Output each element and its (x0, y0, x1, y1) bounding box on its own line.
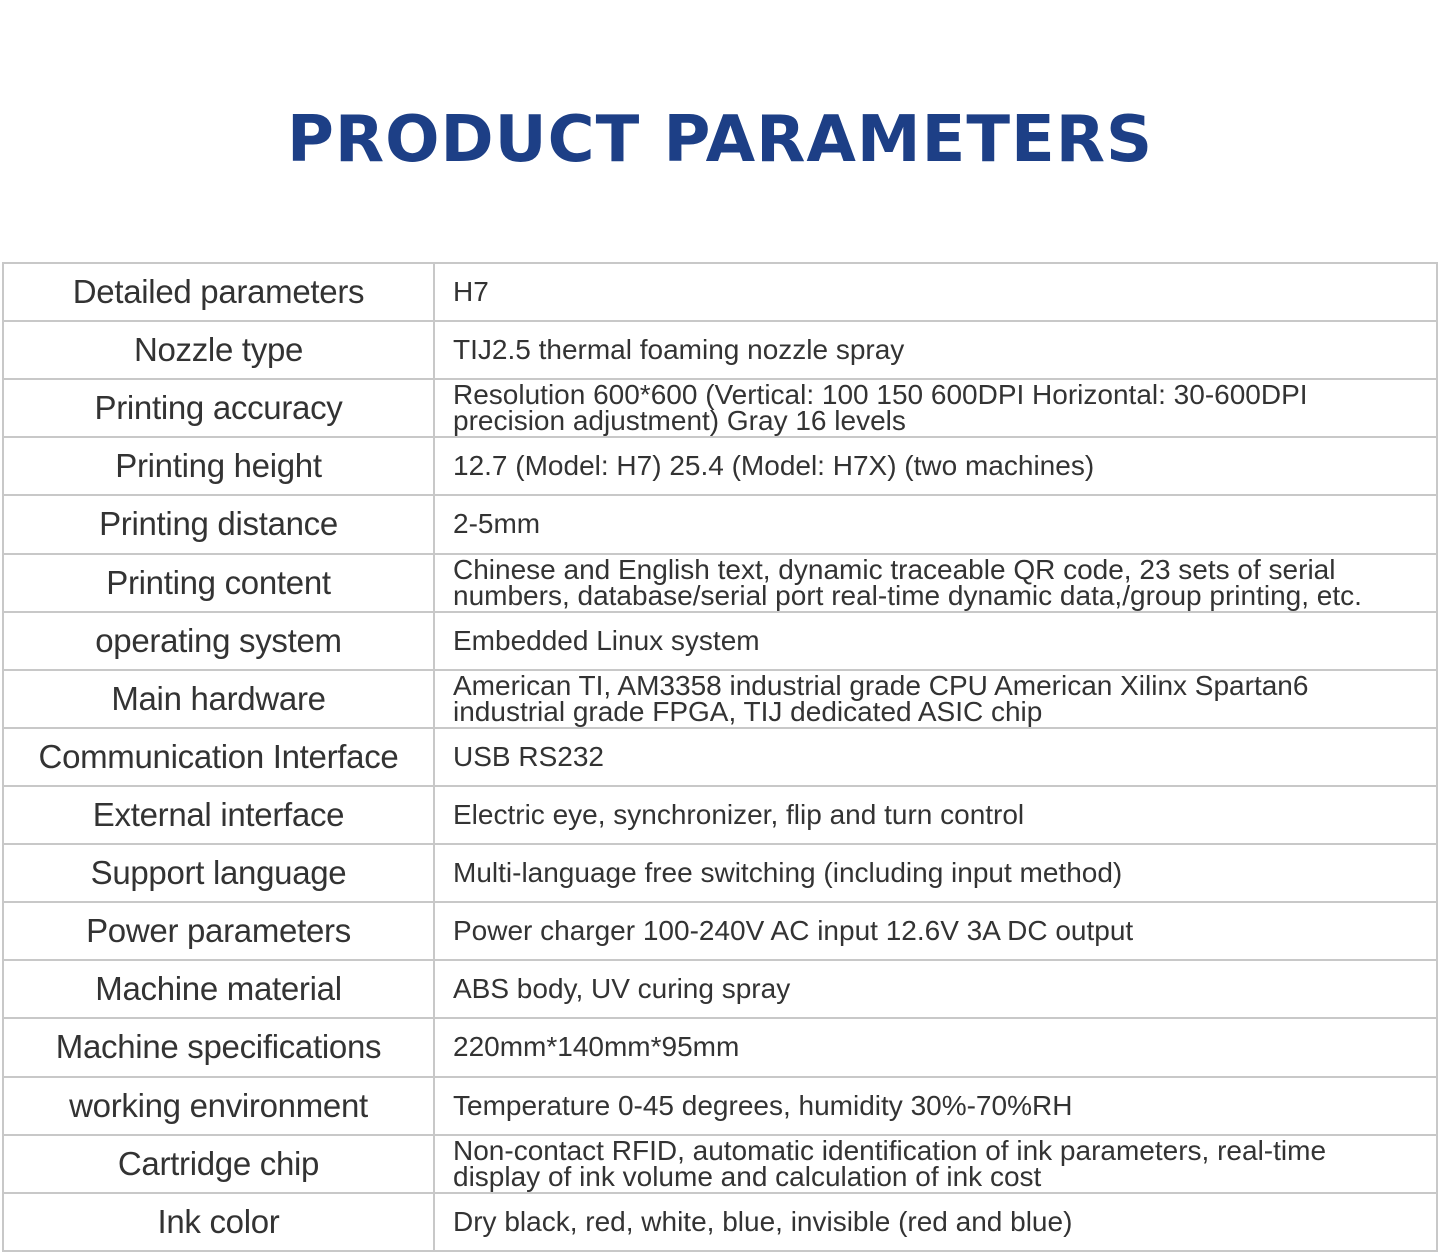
parameter-value: H7 (434, 263, 1437, 321)
parameter-value: 2-5mm (434, 495, 1437, 553)
parameter-label: Communication Interface (3, 728, 434, 786)
parameter-label: Main hardware (3, 670, 434, 728)
table-row (3, 495, 1437, 553)
table-row (3, 786, 1437, 844)
parameter-value: Resolution 600*600 (Vertical: 100 150 600DPI Horizontal: 30-600DPI precision adjustment) Gray 16 levels (434, 379, 1437, 437)
parameters-table-body (3, 263, 1437, 1251)
parameter-label: Machine specifications (3, 1018, 434, 1076)
parameter-value: ABS body, UV curing spray (434, 960, 1437, 1018)
parameter-value: Chinese and English text, dynamic traceable QR code, 23 sets of serial numbers, database/serial port real-time dynamic data,/group printing, etc. (434, 554, 1437, 612)
parameter-value: 220mm*140mm*95mm (434, 1018, 1437, 1076)
table-row (3, 437, 1437, 495)
parameter-value: Electric eye, synchronizer, flip and turn control (434, 786, 1437, 844)
parameter-label: External interface (3, 786, 434, 844)
parameter-label: Printing distance (3, 495, 434, 553)
table-row (3, 1193, 1437, 1251)
parameter-label: operating system (3, 612, 434, 670)
parameter-label: Detailed parameters (3, 263, 434, 321)
table-row (3, 1018, 1437, 1076)
parameter-value: American TI, AM3358 industrial grade CPU American Xilinx Spartan6 industrial grade FPGA, TIJ dedicated ASIC chip (434, 670, 1437, 728)
table-row (3, 960, 1437, 1018)
table-row (3, 321, 1437, 379)
parameter-label: Machine material (3, 960, 434, 1018)
parameter-value: Multi-language free switching (including input method) (434, 844, 1437, 902)
parameter-value: Power charger 100-240V AC input 12.6V 3A DC output (434, 902, 1437, 960)
parameter-label: Ink color (3, 1193, 434, 1251)
parameter-label: Nozzle type (3, 321, 434, 379)
parameter-value: TIJ2.5 thermal foaming nozzle spray (434, 321, 1437, 379)
page-title: PRODUCT PARAMETERS (286, 103, 1154, 177)
table-row (3, 902, 1437, 960)
parameter-value: USB RS232 (434, 728, 1437, 786)
table-row (3, 1135, 1437, 1193)
parameter-label: Printing content (3, 554, 434, 612)
table-row (3, 379, 1437, 437)
table-row (3, 1077, 1437, 1135)
parameters-table (2, 262, 1438, 1252)
parameter-value: Dry black, red, white, blue, invisible (red and blue) (434, 1193, 1437, 1251)
parameter-label: Cartridge chip (3, 1135, 434, 1193)
parameter-label: Power parameters (3, 902, 434, 960)
parameter-value: Embedded Linux system (434, 612, 1437, 670)
parameter-label: Printing accuracy (3, 379, 434, 437)
table-row (3, 263, 1437, 321)
table-row (3, 844, 1437, 902)
parameter-label: Printing height (3, 437, 434, 495)
parameter-label: working environment (3, 1077, 434, 1135)
parameter-value: 12.7 (Model: H7) 25.4 (Model: H7X) (two machines) (434, 437, 1437, 495)
table-row (3, 728, 1437, 786)
table-row (3, 612, 1437, 670)
table-row (3, 670, 1437, 728)
parameter-label: Support language (3, 844, 434, 902)
parameter-value: Non-contact RFID, automatic identification of ink parameters, real-time display of ink volume and calculation of ink cost (434, 1135, 1437, 1193)
table-row (3, 554, 1437, 612)
parameter-value: Temperature 0-45 degrees, humidity 30%-70%RH (434, 1077, 1437, 1135)
